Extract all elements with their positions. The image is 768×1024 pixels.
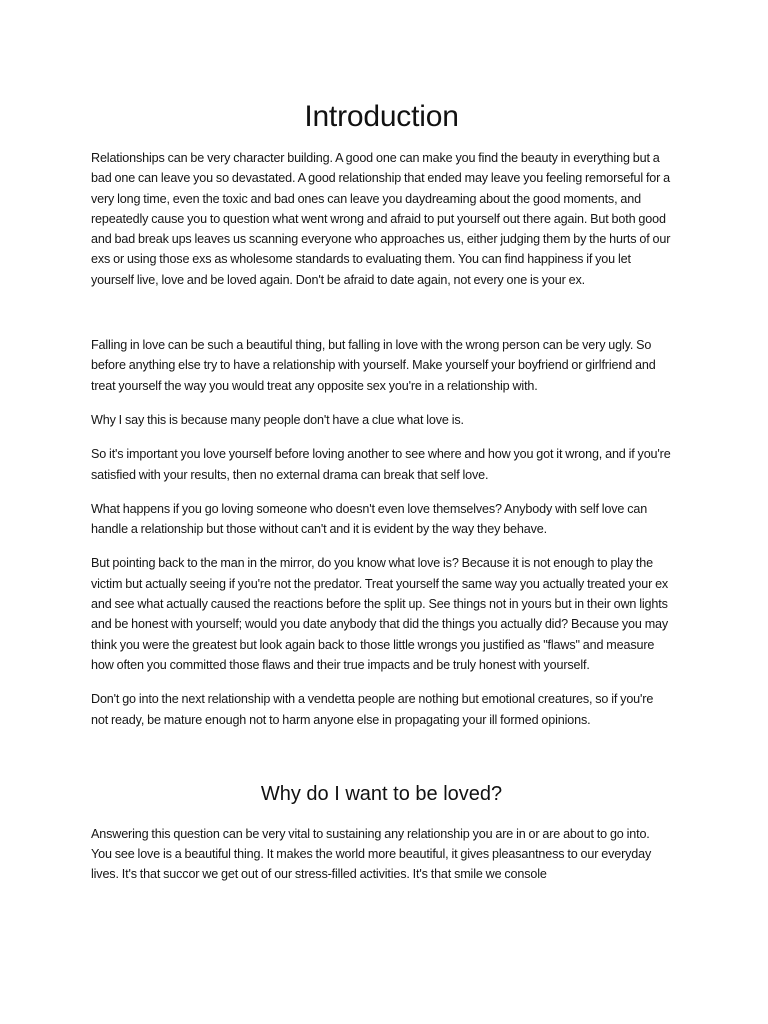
- heading-introduction: Introduction: [304, 100, 459, 133]
- paragraph-self-love: So it's important you love yourself before loving another to see where and how you got it wrong, and if you're satisfied with your results, then no external drama can break that self love.: [91, 447, 671, 482]
- paragraph-vendetta: Don't go into the next relationship with a vendetta people are nothing but emotional creatures, so if you're not ready, be mature enough not to harm anyone else in propagating your ill formed opinions.: [91, 692, 654, 727]
- paragraph-answering: Answering this question can be very vital to sustaining any relationship you are in or are about to go into. You see love is a beautiful thing. It makes the world more beautiful, it gives pleasantness to our everyday lives. It's that succor we get out of our stress-filled activities. It's that smile we console: [91, 826, 652, 882]
- paragraph-man-in-mirror: But pointing back to the man in the mirror, do you know what love is? Because it is not enough to play the victim but actually seeing if you're not the predator. Treat yourself the same way you actually treated your ex and see what actually caused the reactions before the split up. See things not in yours but in their own lights and be honest with yourself; would you date anybody that did the things you actually did? Because you may think you were the greatest but look again back to those little wrongs you justified as "flaws" and measure how often you committed those flaws and their true impacts and be truly honest with yourself.: [91, 556, 669, 672]
- paragraph-what-happens: What happens if you go loving someone who doesn't even love themselves? Anybody with self love can handle a relationship but those without can't and it is evident by the way they behave.: [91, 501, 648, 537]
- heading-why-loved: Why do I want to be loved?: [260, 782, 503, 805]
- paragraph-falling-in-love: Falling in love can be such a beautiful thing, but falling in love with the wrong person can be very ugly. So before anything else try to have a relationship with yourself. Make yourself your boyfriend or girlfriend and treat yourself the way you would treat any opposite sex you're in a relationship with.: [91, 338, 656, 393]
- paragraph-why-i-say: Why I say this is because many people don't have a clue what love is.: [91, 412, 464, 427]
- paragraph-intro: Relationships can be very character building. A good one can make you find the beauty in everything but a bad one can leave you so devastated. A good relationship that ended may leave you feeling remorseful for a very long time, even the toxic and bad ones can leave you daydreaming about the good moments, and repeatedly cause you to question what went wrong and afraid to put yourself out there again. But both good and bad break ups leaves us scanning everyone who approaches us, either judging them by the hurts of our exs or using those exs as wholesome standards to evaluating them. You can find happiness if you let yourself live, love and be loved again. Don't be afraid to date again, not every one is your ex.: [91, 151, 671, 287]
